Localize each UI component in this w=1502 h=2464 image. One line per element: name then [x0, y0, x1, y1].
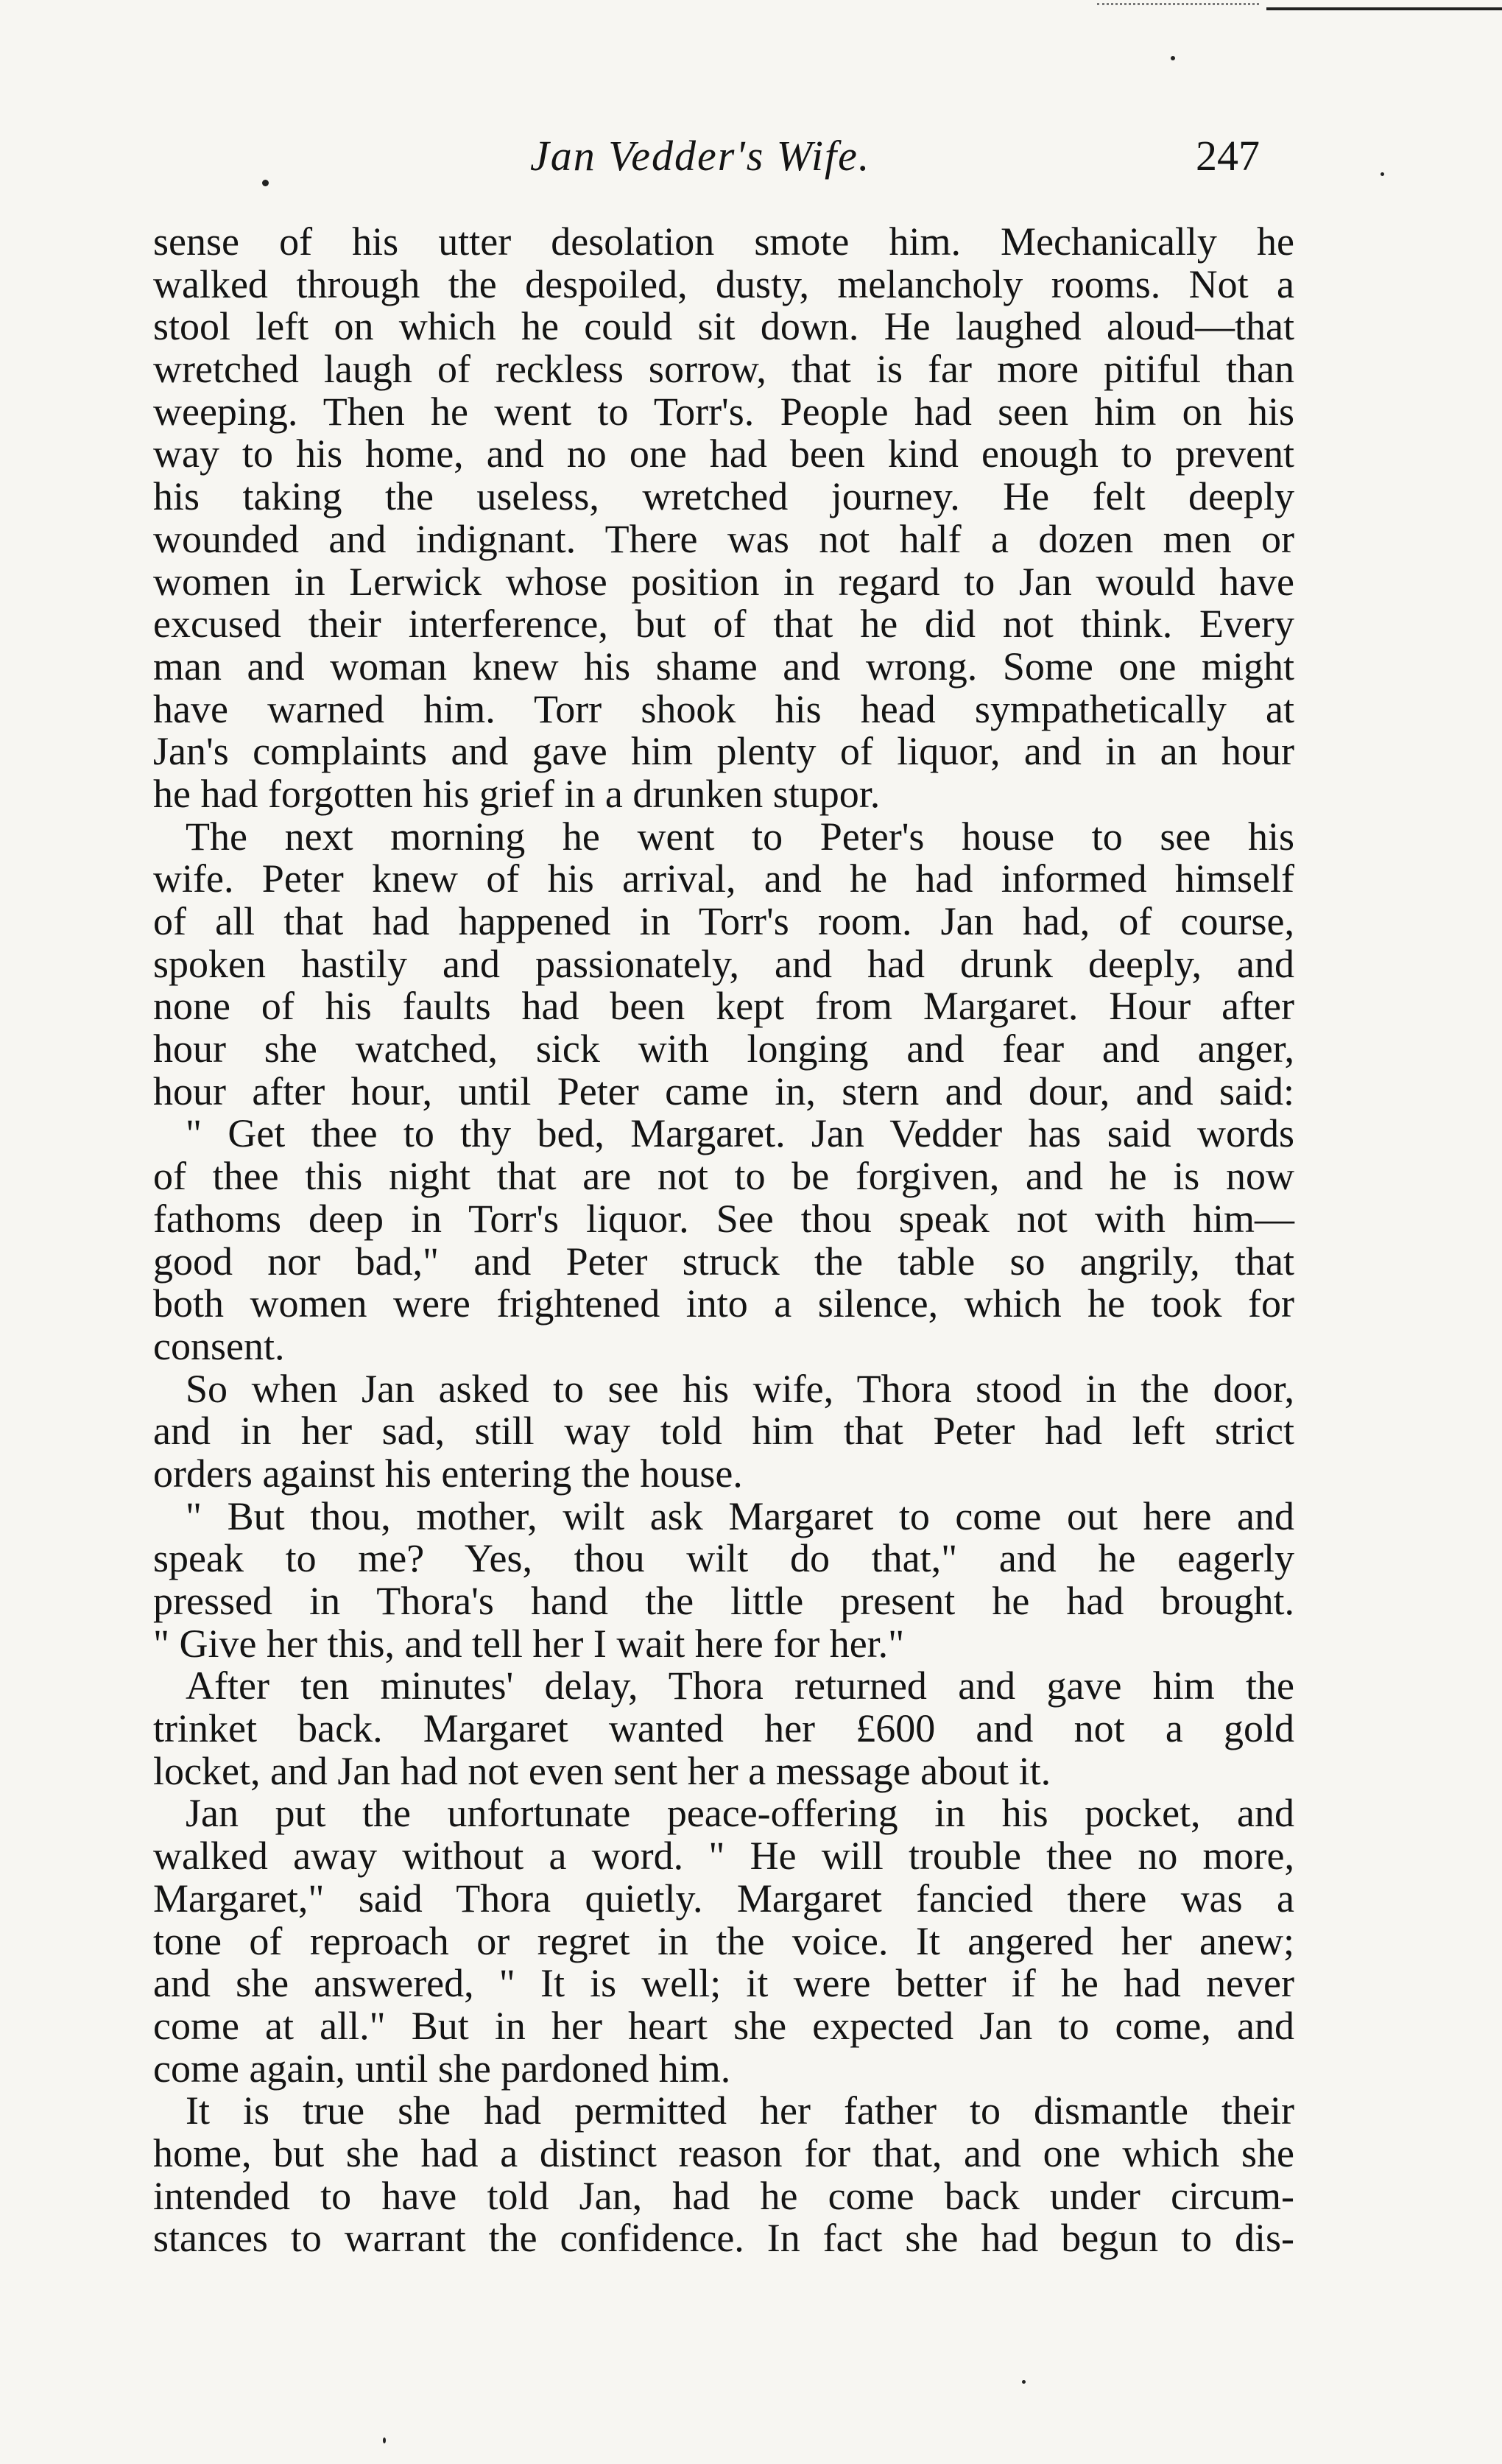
text-line: wife. Peter knew of his arrival, and he had informed himself: [153, 856, 1294, 901]
text-line: consent.: [153, 1323, 285, 1368]
running-title: Jan Vedder's Wife.: [530, 132, 871, 180]
ink-speck: [1381, 172, 1384, 176]
text-line: women in Lerwick whose position in regard to Jan would have: [153, 559, 1294, 604]
text-line: " Get thee to thy bed, Margaret. Jan Vedder has said words: [186, 1111, 1294, 1156]
text-line: fathoms deep in Torr's liquor. See thou speak not with him—: [153, 1196, 1294, 1241]
ink-speck: [1171, 56, 1175, 60]
text-line: Jan put the unfortunate peace-offering in his pocket, and: [186, 1791, 1294, 1836]
running-header: [0, 131, 1502, 197]
ink-speck: [262, 180, 269, 186]
text-line: " But thou, mother, wilt ask Margaret to come out here and: [186, 1493, 1294, 1538]
text-line: orders against his entering the house.: [153, 1451, 743, 1496]
text-line: and in her sad, still way told him that Peter had left strict: [153, 1409, 1294, 1454]
page-number: 247: [1196, 132, 1260, 180]
scan-artifact-dots: [1097, 3, 1259, 5]
body-text: [153, 221, 1294, 2260]
text-line: have warned him. Torr shook his head sympathetically at: [153, 686, 1294, 731]
text-line: home, but she had a distinct reason for that, and one which she: [153, 2130, 1294, 2175]
text-line: he had forgotten his grief in a drunken stupor.: [153, 771, 881, 816]
text-line: speak to me? Yes, thou wilt do that," and he eagerly: [153, 1536, 1294, 1581]
text-line: spoken hastily and passionately, and had drunk deeply, and: [153, 941, 1294, 986]
text-line: hour she watched, sick with longing and fear and anger,: [153, 1027, 1294, 1071]
text-line: stool left on which he could sit down. He laughed aloud—that: [153, 304, 1294, 349]
ink-speck: [383, 2437, 386, 2443]
text-line: his taking the useless, wretched journey. He felt deeply: [153, 474, 1294, 519]
text-line: wounded and indignant. There was not half a dozen men or: [153, 516, 1294, 561]
text-line: walked away without a word. " He will trouble thee no more,: [153, 1834, 1294, 1879]
text-line: weeping. Then he went to Torr's. People had seen him on his: [153, 389, 1294, 434]
text-line: trinket back. Margaret wanted her £600 and not a gold: [153, 1706, 1294, 1751]
text-line: and she answered, " It is well; it were better if he had never: [153, 1961, 1294, 2006]
text-line: After ten minutes' delay, Thora returned and gave him the: [186, 1664, 1294, 1708]
text-line: pressed in Thora's hand the little present he had brought.: [153, 1579, 1294, 1623]
text-line: stances to warrant the confidence. In fact she had begun to dis-: [153, 2216, 1294, 2261]
text-line: both women were frightened into a silence, which he took for: [153, 1281, 1294, 1326]
text-line: It is true she had permitted her father to dismantle their: [186, 2088, 1294, 2133]
text-line: " Give her this, and tell her I wait here for her.": [153, 1621, 905, 1666]
text-line: good nor bad," and Peter struck the table so angrily, that: [153, 1239, 1294, 1284]
text-line: tone of reproach or regret in the voice. It angered her anew;: [153, 1918, 1294, 1963]
text-line: Margaret," said Thora quietly. Margaret fancied there was a: [153, 1876, 1294, 1921]
text-line: none of his faults had been kept from Margaret. Hour after: [153, 984, 1294, 1029]
scan-artifact-line: [1266, 7, 1502, 10]
text-line: man and woman knew his shame and wrong. Some one might: [153, 644, 1294, 689]
text-line: intended to have told Jan, had he come back under circum-: [153, 2173, 1294, 2218]
text-line: way to his home, and no one had been kind enough to prevent: [153, 432, 1294, 476]
text-line: hour after hour, until Peter came in, stern and dour, and said:: [153, 1069, 1294, 1113]
text-line: Jan's complaints and gave him plenty of liquor, and in an hour: [153, 729, 1294, 774]
text-line: The next morning he went to Peter's house to see his: [186, 814, 1294, 859]
ink-speck: [1022, 2380, 1026, 2384]
text-line: of thee this night that are not to be forgiven, and he is now: [153, 1154, 1294, 1199]
text-line: walked through the despoiled, dusty, melancholy rooms. Not a: [153, 261, 1294, 306]
text-line: come again, until she pardoned him.: [153, 2046, 731, 2091]
text-line: of all that had happened in Torr's room. Jan had, of course,: [153, 899, 1294, 943]
text-line: sense of his utter desolation smote him. Mechanically he: [153, 219, 1294, 264]
text-line: locket, and Jan had not even sent her a message about it.: [153, 1748, 1051, 1793]
text-line: So when Jan asked to see his wife, Thora stood in the door,: [186, 1366, 1294, 1411]
text-line: come at all." But in her heart she expected Jan to come, and: [153, 2003, 1294, 2048]
text-line: wretched laugh of reckless sorrow, that is far more pitiful than: [153, 347, 1294, 392]
text-line: excused their interference, but of that he did not think. Every: [153, 602, 1294, 647]
